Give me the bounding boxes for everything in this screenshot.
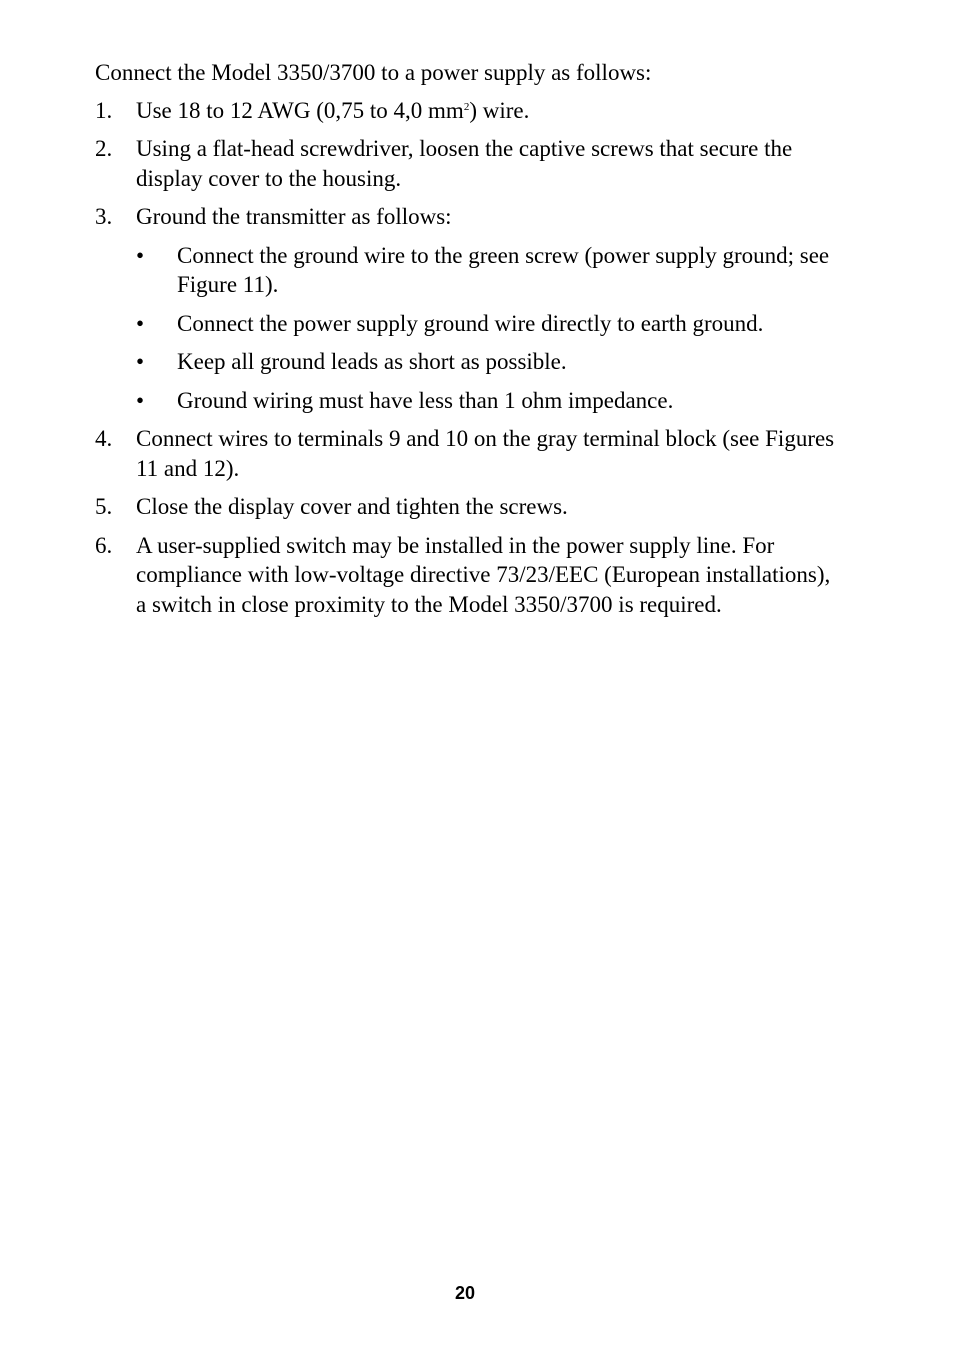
- step-4: [95, 424, 835, 483]
- list-item: [136, 347, 835, 377]
- bullet-icon: •: [136, 387, 145, 413]
- page-number: 20: [454, 1283, 476, 1303]
- bullet-text: Ground wiring must have less than 1 ohm impedance.: [177, 387, 674, 413]
- list-item: [136, 241, 835, 300]
- step-text: Using a flat-head screwdriver, loosen the captive screws that secure the display cover to the housing.: [136, 136, 793, 191]
- step-2: [95, 134, 835, 193]
- intro-paragraph: Connect the Model 3350/3700 to a power supply as follows:: [95, 60, 652, 85]
- step-6: [95, 531, 835, 620]
- bullet-icon: •: [136, 242, 145, 268]
- step-number: 4.: [95, 426, 113, 451]
- step-text: Use 18 to 12 AWG (0,75 to 4,0 $mm^2$) wire.: [136, 97, 530, 123]
- list-item: [136, 386, 835, 416]
- step-text: A user-supplied switch may be installed in the power supply line. For compliance with low-voltage directive 73/23/EEC (European installations), a switch in close proximity to the Model 3350/3700 is required.: [136, 532, 831, 617]
- step-number: 1.: [95, 97, 113, 123]
- step-3: [95, 202, 835, 415]
- bullet-text: Keep all ground leads as short as possible.: [177, 349, 567, 374]
- step-text: Close the display cover and tighten the screws.: [136, 494, 568, 519]
- step-text: Ground the transmitter as follows:: [136, 204, 452, 229]
- superscript-2: 2: [463, 100, 470, 113]
- step-text: Connect wires to terminals 9 and 10 on the gray terminal block (see Figures 11 and 12).: [136, 426, 835, 481]
- body-text: [95, 58, 835, 628]
- step-number: 5.: [95, 494, 113, 519]
- bullet-icon: •: [136, 310, 145, 336]
- step-number: 3.: [95, 204, 113, 229]
- step-5: [95, 492, 835, 522]
- step-number: 6.: [95, 532, 113, 558]
- bullet-list: [136, 241, 835, 416]
- list-item: [136, 309, 835, 339]
- step-number: 2.: [95, 136, 113, 161]
- bullet-text: Connect the power supply ground wire directly to earth ground.: [177, 310, 764, 336]
- bullet-icon: •: [136, 349, 145, 374]
- bullet-text: Connect the ground wire to the green screw (power supply ground; see Figure 11).: [177, 242, 830, 297]
- step-1: [95, 96, 835, 126]
